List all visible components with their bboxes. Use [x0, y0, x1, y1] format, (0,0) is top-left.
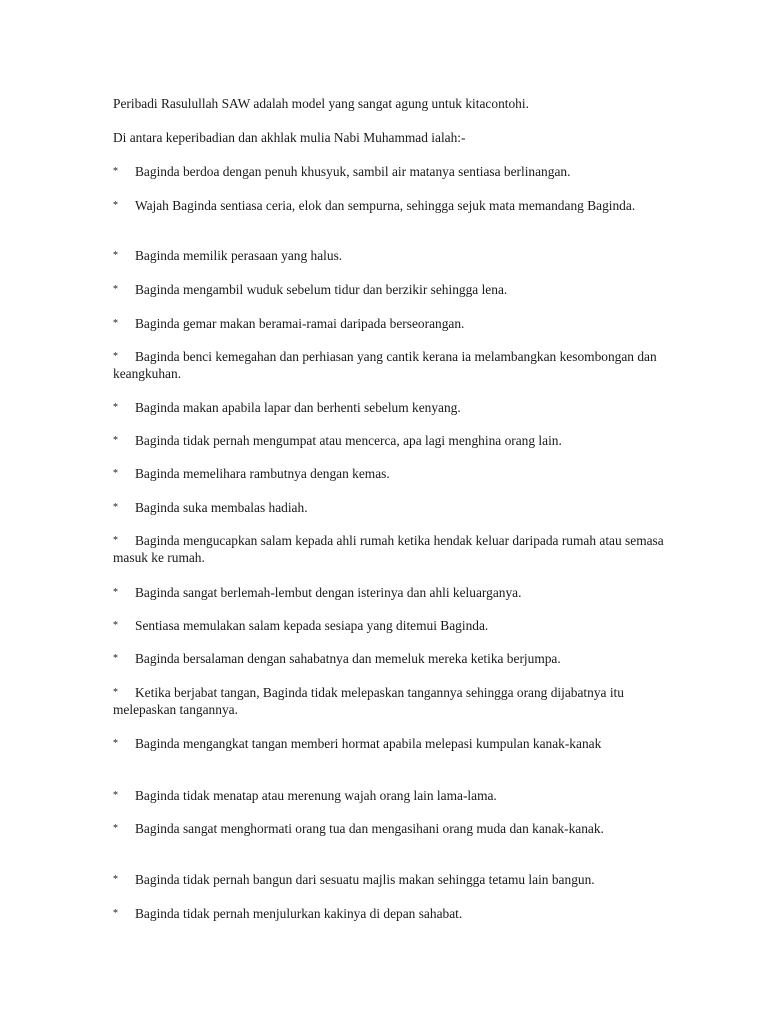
asterisk-bullet-icon: * [113, 687, 118, 698]
list-item [113, 399, 673, 416]
asterisk-bullet-icon: * [113, 284, 118, 295]
asterisk-bullet-icon: * [113, 535, 118, 546]
list-item-text: Baginda bersalaman dengan sahabatnya dan memeluk mereka ketika berjumpa. [135, 651, 561, 666]
list-item [113, 499, 673, 516]
list-item-text: Baginda berdoa dengan penuh khusyuk, sambil air matanya sentiasa berlinangan. [135, 164, 571, 179]
asterisk-bullet-icon: * [113, 166, 118, 177]
list-item-text: Baginda mengangkat tangan memberi hormat apabila melepasi kumpulan kanak-kanak [135, 736, 602, 751]
list-item [113, 905, 673, 922]
list-item-text: Baginda mengucapkan salam kepada ahli rumah ketika hendak keluar daripada rumah atau semasa masuk ke rumah. [113, 533, 664, 565]
lead-paragraph: Di antara keperibadian dan akhlak mulia Nabi Muhammad ialah:- [113, 130, 466, 145]
list-item-text: Baginda memilik perasaan yang halus. [135, 248, 343, 263]
asterisk-bullet-icon: * [113, 502, 118, 513]
list-item [113, 787, 673, 804]
intro-paragraph: Peribadi Rasulullah SAW adalah model yang sangat agung untuk kitacontohi. [113, 96, 529, 111]
list-item [113, 465, 673, 482]
list-item-text: Baginda gemar makan beramai-ramai daripada berseorangan. [135, 316, 465, 331]
list-item-text: Baginda benci kemegahan dan perhiasan yang cantik kerana ia melambangkan kesombongan dan keangkuhan. [113, 349, 657, 381]
asterisk-bullet-icon: * [113, 908, 118, 919]
list-item-text: Wajah Baginda sentiasa ceria, elok dan sempurna, sehingga sejuk mata memandang Baginda. [135, 198, 636, 213]
list-item [113, 820, 673, 837]
list-item [113, 247, 673, 264]
list-item-text: Baginda sangat berlemah-lembut dengan isterinya dan ahli keluarganya. [135, 585, 522, 600]
list-item [113, 735, 673, 752]
list-item [113, 871, 673, 888]
list-item [113, 163, 673, 180]
asterisk-bullet-icon: * [113, 653, 118, 664]
list-item-text: Baginda suka membalas hadiah. [135, 500, 308, 515]
asterisk-bullet-icon: * [113, 823, 118, 834]
list-item-text: Baginda tidak pernah menjulurkan kakinya di depan sahabat. [135, 906, 463, 921]
asterisk-bullet-icon: * [113, 435, 118, 446]
list-item [113, 532, 673, 566]
asterisk-bullet-icon: * [113, 620, 118, 631]
asterisk-bullet-icon: * [113, 468, 118, 479]
asterisk-bullet-icon: * [113, 318, 118, 329]
list-item-text: Ketika berjabat tangan, Baginda tidak melepaskan tangannya sehingga orang dijabatnya itu melepaskan tangannya. [113, 685, 624, 717]
list-item [113, 315, 673, 332]
list-item [113, 617, 673, 634]
list-item [113, 281, 673, 298]
asterisk-bullet-icon: * [113, 587, 118, 598]
list-item [113, 432, 673, 449]
list-item-text: Baginda tidak menatap atau merenung wajah orang lain lama-lama. [135, 788, 497, 803]
list-item-text: Baginda makan apabila lapar dan berhenti sebelum kenyang. [135, 400, 461, 415]
list-item-text: Sentiasa memulakan salam kepada sesiapa yang ditemui Baginda. [135, 618, 489, 633]
asterisk-bullet-icon: * [113, 874, 118, 885]
asterisk-bullet-icon: * [113, 402, 118, 413]
asterisk-bullet-icon: * [113, 250, 118, 261]
list-item-text: Baginda tidak pernah mengumpat atau mencerca, apa lagi menghina orang lain. [135, 433, 562, 448]
list-item-text: Baginda mengambil wuduk sebelum tidur dan berzikir sehingga lena. [135, 282, 508, 297]
list-item [113, 584, 673, 601]
list-item-text: Baginda sangat menghormati orang tua dan mengasihani orang muda dan kanak-kanak. [135, 821, 604, 836]
list-item [113, 348, 673, 382]
list-item-text: Baginda tidak pernah bangun dari sesuatu majlis makan sehingga tetamu lain bangun. [135, 872, 595, 887]
asterisk-bullet-icon: * [113, 200, 118, 211]
asterisk-bullet-icon: * [113, 351, 118, 362]
list-item [113, 197, 673, 214]
asterisk-bullet-icon: * [113, 790, 118, 801]
list-item [113, 684, 673, 718]
list-item-text: Baginda memelihara rambutnya dengan kemas. [135, 466, 390, 481]
list-item [113, 650, 673, 667]
asterisk-bullet-icon: * [113, 738, 118, 749]
